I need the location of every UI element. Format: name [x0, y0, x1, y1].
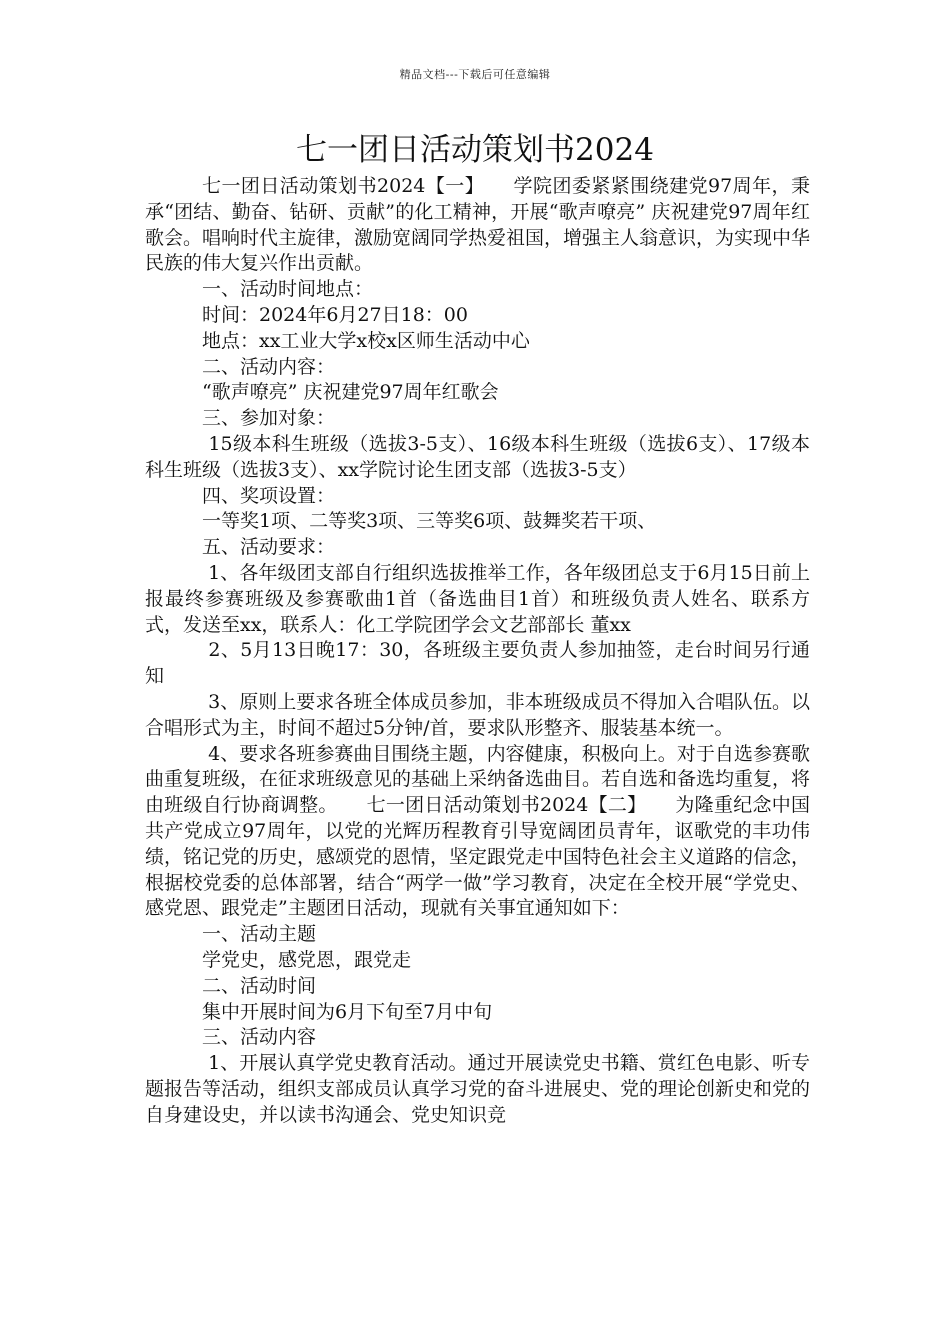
paragraph: 一、活动主题 [202, 923, 317, 946]
paragraph: 二、活动时间 [202, 974, 317, 997]
paragraph: 一、活动时间地点： [202, 278, 374, 301]
paragraph: 五、活动要求： [202, 536, 336, 559]
page-header: 精品文档---下载后可任意编辑 [399, 68, 551, 81]
paragraph: 2、5月13日晚17：30，各班级主要负责人参加抽签，走台时间另行通知 [145, 639, 810, 688]
paragraph: 时间：2024年6月27日18：00 [202, 303, 468, 326]
document-title: 七一团日活动策划书2024 [296, 132, 654, 168]
paragraph: 七一团日活动策划书2024【一】 学院团委紧紧围绕建党97周年，秉承“团结、勤奋、钻研、贡献”的化工精神，开展“歌声嘹亮” 庆祝建党97周年红歌会。唱响时代主旋律，激励宽阔同学热爱祖国，增强主人翁意识，为实现中华民族的伟大复兴作出贡献。 [145, 175, 811, 275]
paragraph: 三、参加对象： [202, 407, 336, 430]
paragraph: 一等奖1项、二等奖3项、三等奖6项、鼓舞奖若干项、 [202, 510, 657, 533]
paragraph: 学党史，感党恩，跟党走 [202, 948, 412, 971]
paragraph: 4、要求各班参赛曲目围绕主题，内容健康，积极向上。对于自选参赛歌曲重复班级，在征求班级意见的基础上采纳备选曲目。若自选和备选均重复，将由班级自行协商调整。 七一团日活动策划书2024【二】 为隆重纪念中国共产党成立97周年，以党的光辉历程教育引导宽阔团员青年，讴歌党的丰功伟绩，铭记党的历史，感颂党的恩情，坚定跟党走中国特色社会主义道路的信念，根据校党委的总体部署，结合“两学一做”学习教育，决定在全校开展“学党史、感党恩、跟党走”主题团日活动，现就有关事宜通知如下： [145, 742, 811, 920]
paragraph: 1、各年级团支部自行组织选拔推举工作，各年级团总支于6月15日前上报最终参赛班级及参赛歌曲1首（备选曲目1首）和班级负责人姓名、联系方式，发送至xx，联系人：化工学院团学会文艺部部长 董xx [145, 561, 810, 636]
paragraph: “歌声嘹亮” 庆祝建党97周年红歌会 [202, 381, 499, 404]
paragraph: 1、开展认真学党史教育活动。通过开展读党史书籍、赏红色电影、听专题报告等活动，组织支部成员认真学习党的奋斗进展史、党的理论创新史和党的自身建设史，并以读书沟通会、党史知识竞 [145, 1052, 811, 1126]
paragraph: 二、活动内容： [202, 355, 336, 378]
document-body [145, 174, 810, 1128]
paragraph: 3、原则上要求各班全体成员参加，非本班级成员不得加入合唱队伍。以合唱形式为主，时间不超过5分钟/首，要求队形整齐、服装基本统一。 [145, 690, 811, 739]
paragraph: 四、奖项设置： [202, 484, 336, 507]
paragraph: 15级本科生班级（选拔3-5支）、16级本科生班级（选拔6支）、17级本科生班级（选拔3支）、xx学院讨论生团支部（选拔3-5支） [145, 432, 810, 481]
paragraph: 集中开展时间为6月下旬至7月中旬 [202, 1000, 493, 1023]
paragraph: 三、活动内容 [202, 1026, 317, 1049]
paragraph: 地点：xx工业大学x校x区师生活动中心 [202, 329, 530, 352]
